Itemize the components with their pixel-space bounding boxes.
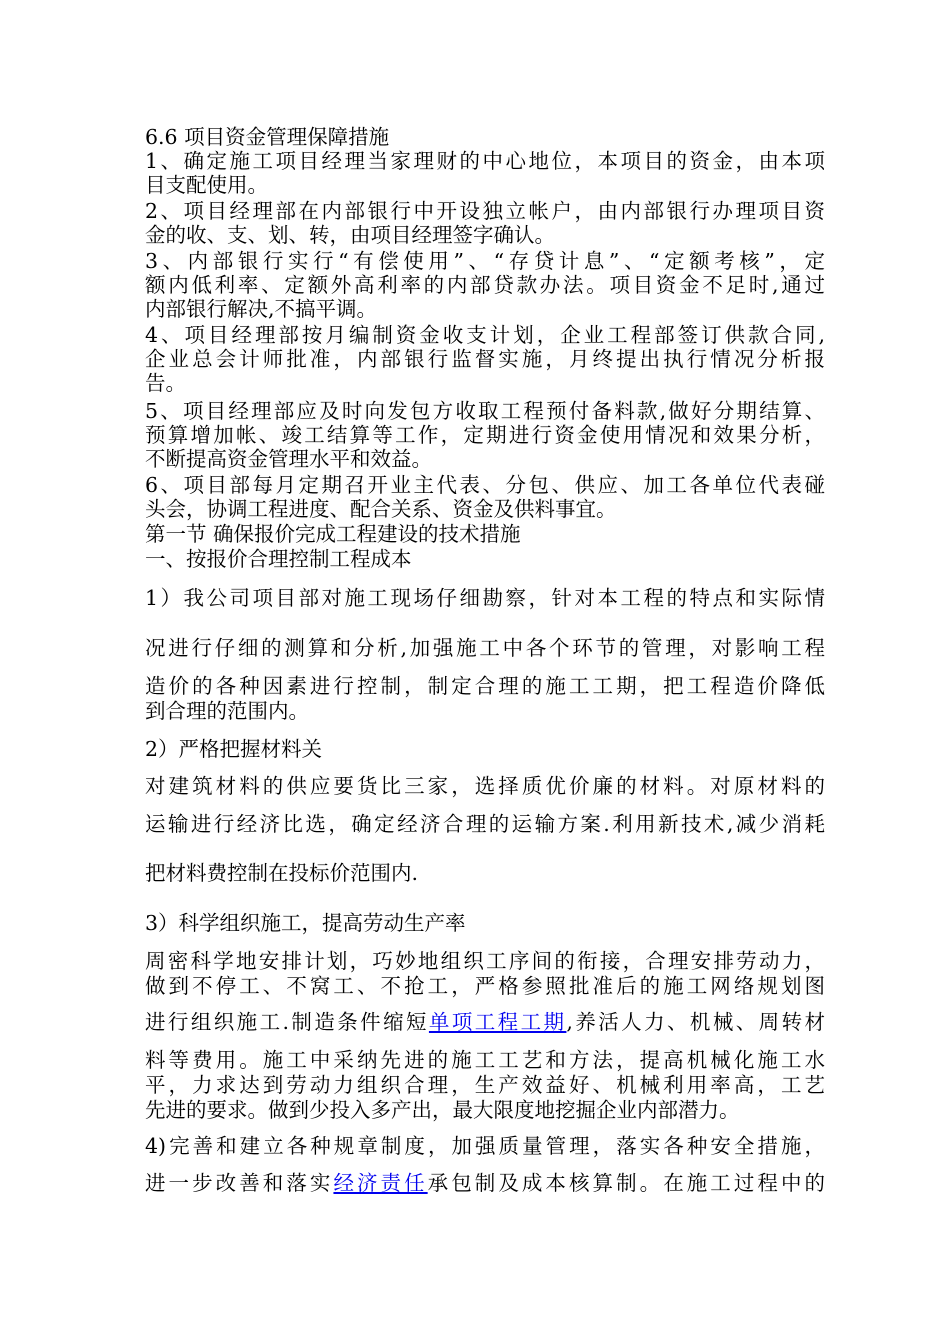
link-economic-responsibility[interactable]: 经济责任 <box>333 1171 428 1195</box>
paragraph-line: 头会，协调工程进度、配合关系、资金及供料事宜。 <box>145 497 617 521</box>
paragraph-line: 额内低利率、定额外高利率的内部贷款办法。项目资金不足时,通过 <box>145 273 825 297</box>
paragraph-line: 把材料费控制在投标价范围内. <box>145 861 419 885</box>
link-single-project-duration[interactable]: 单项工程工期 <box>428 1010 567 1034</box>
paragraph-line: 金的收、支、划、转，由项目经理签字确认。 <box>145 223 555 247</box>
paragraph-line: 4、项目经理部按月编制资金收支计划，企业工程部签订供款合同, <box>145 323 825 347</box>
paragraph-line <box>145 1010 825 1034</box>
paragraph-line: 企业总会计师批准，内部银行监督实施，月终提出执行情况分析报 <box>145 347 825 371</box>
paragraph-line: 1、确定施工项目经理当家理财的中心地位，本项目的资金，由本项 <box>145 149 825 173</box>
paragraph-line: 内部银行解决,不搞平调。 <box>145 297 378 321</box>
paragraph-line: 5、项目经理部应及时向发包方收取工程预付备料款,做好分期结算、 <box>145 399 825 423</box>
paragraph-line: 先进的要求。做到少投入多产出，最大限度地挖掘企业内部潜力。 <box>145 1098 740 1122</box>
paragraph-line: 运输进行经济比选，确定经济合理的运输方案.利用新技术,减少消耗 <box>145 812 825 836</box>
text-span: ,养活人力、机械、周转材 <box>566 1010 826 1034</box>
text-span: 承包制及成本核算制。在施工过程中的 <box>427 1171 826 1195</box>
paragraph-line: 2、项目经理部在内部银行中开设独立帐户，由内部银行办理项目资 <box>145 199 825 223</box>
item-heading: 3）科学组织施工，提高劳动生产率 <box>145 911 466 935</box>
paragraph-line: 预算增加帐、竣工结算等工作，定期进行资金使用情况和效果分析， <box>145 423 825 447</box>
text-span: 进一步改善和落实 <box>145 1171 334 1195</box>
paragraph-line: 平，力求达到劳动力组织合理，生产效益好、机械利用率高，工艺 <box>145 1073 825 1097</box>
paragraph-line: 告。 <box>145 371 186 395</box>
paragraph-line: 做到不停工、不窝工、不抢工，严格参照批准后的施工网络规划图 <box>145 974 825 998</box>
paragraph-line <box>145 1171 825 1195</box>
paragraph-line: 6、项目部每月定期召开业主代表、分包、供应、加工各单位代表碰 <box>145 473 825 497</box>
paragraph-line: 3、内部银行实行“有偿使用”、“存贷计息”、“定额考核”，定 <box>145 249 825 273</box>
paragraph-line: 1）我公司项目部对施工现场仔细勘察，针对本工程的特点和实际情 <box>145 586 825 610</box>
section-heading: 6.6 项目资金管理保障措施 <box>145 125 390 149</box>
paragraph-line: 不断提高资金管理水平和效益。 <box>145 447 432 471</box>
item-heading: 2）严格把握材料关 <box>145 737 323 761</box>
paragraph-line: 况进行仔细的测算和分析,加强施工中各个环节的管理，对影响工程 <box>145 636 825 660</box>
paragraph-line: 目支配使用。 <box>145 173 268 197</box>
paragraph-line: 周密科学地安排计划，巧妙地组织工序间的衔接，合理安排劳动力， <box>145 949 825 973</box>
paragraph-line: 4)完善和建立各种规章制度，加强质量管理，落实各种安全措施， <box>145 1134 825 1158</box>
chapter-heading: 第一节 确保报价完成工程建设的技术措施 <box>145 522 521 546</box>
paragraph-line: 造价的各种因素进行控制，制定合理的施工工期，把工程造价降低 <box>145 674 825 698</box>
paragraph-line: 料等费用。施工中采纳先进的施工工艺和方法，提高机械化施工水 <box>145 1048 825 1072</box>
paragraph-line: 到合理的范围内。 <box>145 699 309 723</box>
subsection-heading: 一、按报价合理控制工程成本 <box>145 547 412 571</box>
paragraph-line: 对建筑材料的供应要货比三家，选择质优价廉的材料。对原材料的 <box>145 774 825 798</box>
text-span: 进行组织施工.制造条件缩短 <box>145 1010 429 1034</box>
